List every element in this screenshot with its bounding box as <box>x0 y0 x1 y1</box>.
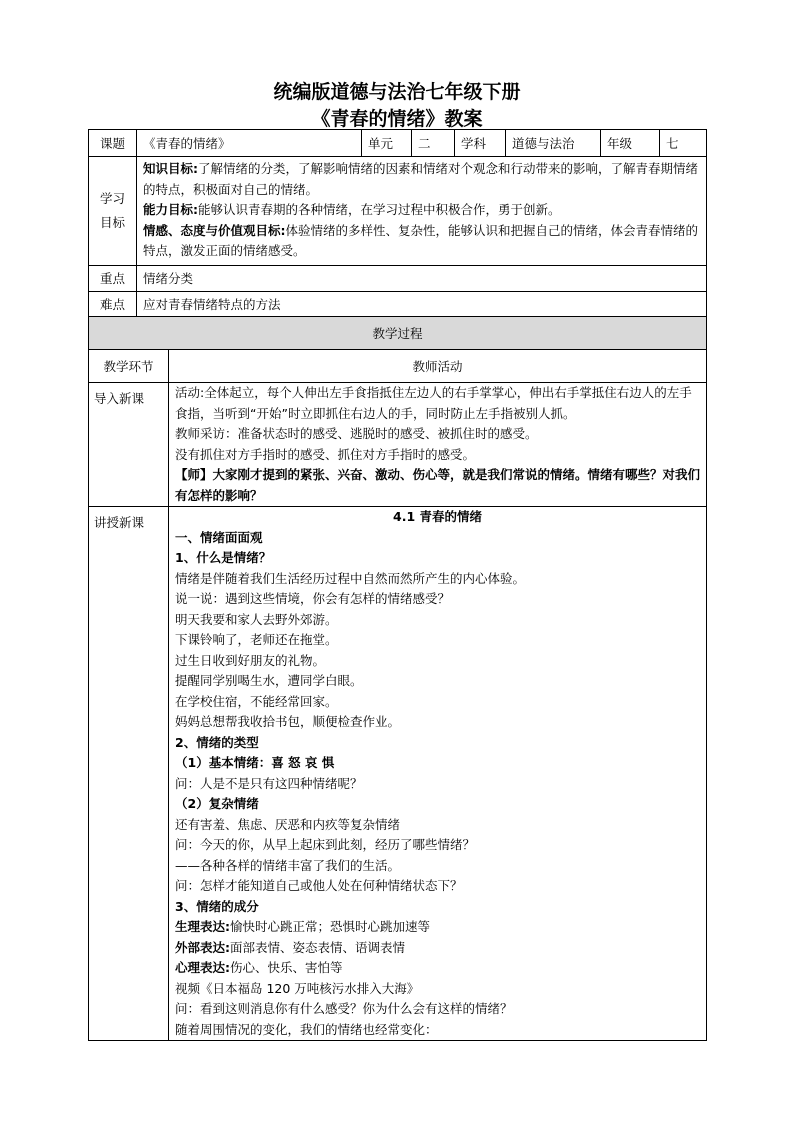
psych-label: 心理表达: <box>175 960 230 975</box>
intro-activity <box>169 383 707 507</box>
emotion-goal-label: 情感、态度与价值观目标: <box>143 222 286 238</box>
content-line: ——各种各样的情绪丰富了我们的生活。 <box>175 857 401 873</box>
content-line: 明天我要和家人去野外郊游。 <box>175 611 338 627</box>
content-line: 问：看到这则消息你有什么感受？你为什么会有这样的情绪？ <box>175 1001 513 1016</box>
intro-row <box>89 383 707 507</box>
difficulty-value: 应对青春情绪特点的方法 <box>137 291 707 317</box>
activity-column-header: 教师活动 <box>169 350 707 383</box>
subsection-heading: 3、情绪的成分 <box>175 898 259 914</box>
external-text: 面部表情、姿态表情、语调表情 <box>230 939 406 955</box>
intro-line: 教师采访：准备状态时的感受、逃脱时的感受、被抓住时的感受。 <box>175 426 538 441</box>
grade-label: 年级 <box>601 130 660 157</box>
subject-value: 道德与法治 <box>506 130 601 157</box>
psych-text: 伤心、快乐、害怕等 <box>230 960 343 975</box>
content-line: 问：今天的你，从早上起床到此刻，经历了哪些情绪？ <box>175 837 476 852</box>
course-value: 《青春的情绪》 <box>137 130 362 157</box>
subject-label: 学科 <box>455 130 506 157</box>
external-expression <box>175 938 700 959</box>
content-line: 情绪是伴随着我们生活经历过程中自然而然所产生的内心体验。 <box>175 570 526 586</box>
emotion-goal-text: 体验情绪的多样性、复杂性，能够认识和把握自己的情绪，体会青春情绪的特点，激发正面的情绪感受。 <box>143 222 699 258</box>
grade-value: 七 <box>660 130 707 157</box>
difficulty-row <box>89 291 707 317</box>
teaching-process-table <box>88 316 707 1041</box>
goals-label-line2: 目标 <box>99 214 125 230</box>
difficulty-label: 难点 <box>89 291 137 317</box>
ability-goal-label: 能力目标: <box>143 202 198 217</box>
stage-column-header: 教学环节 <box>89 350 169 383</box>
lecture-activity <box>169 507 707 1041</box>
unit-label: 单元 <box>362 130 412 157</box>
content-line: 说一说：遇到这些情境，你会有怎样的情绪感受？ <box>175 591 451 606</box>
goals-label-line1: 学习 <box>99 190 125 206</box>
key-point-row <box>89 265 707 291</box>
document-subtitle: 《青春的情绪》教案 <box>311 108 483 130</box>
content-line: 过生日收到好朋友的礼物。 <box>175 652 326 668</box>
physio-label: 生理表达: <box>175 919 230 934</box>
key-point-label: 重点 <box>89 265 137 291</box>
ability-goal-text: 能够认识青春期的各种情绪，在学习过程中积极合作，勇于创新。 <box>198 202 561 217</box>
complex-emotions-heading: （2）复杂情绪 <box>175 796 259 811</box>
knowledge-goal-text: 了解情绪的分类，了解影响情绪的因素和情绪对个观念和行动带来的影响，了解青春期情绪的特点，积极面对自己的情绪。 <box>143 161 699 197</box>
process-header-row <box>89 317 707 350</box>
column-header-row <box>89 350 707 383</box>
psych-expression <box>175 958 700 979</box>
intro-stage: 导入新课 <box>89 383 169 507</box>
content-line: 视频《日本福岛 120 万吨核污水排入大海》 <box>175 980 420 996</box>
knowledge-goal <box>143 159 701 200</box>
content-line: 在学校住宿，不能经常回家。 <box>175 693 338 709</box>
ability-goal <box>143 200 701 221</box>
process-header: 教学过程 <box>89 317 707 350</box>
external-label: 外部表达: <box>175 939 230 955</box>
teacher-lead: 【师】大家刚才提到的紧张、兴奋、激动、伤心等，就是我们常说的情绪。情绪有哪些？对我们有怎样的影响？ <box>175 467 701 503</box>
course-label: 课题 <box>89 130 137 157</box>
knowledge-goal-label: 知识目标: <box>143 161 198 176</box>
goals-content <box>137 157 707 266</box>
intro-line: 没有抓住对方手指时的感受、抓住对方手指时的感受。 <box>175 446 476 462</box>
goals-row <box>89 157 707 266</box>
content-line: 问：怎样才能知道自己或他人处在何种情绪状态下？ <box>175 878 463 893</box>
key-point-value: 情绪分类 <box>137 265 707 291</box>
unit-value: 二 <box>412 130 455 157</box>
physio-text: 愉快时心跳正常；恐惧时心跳加速等 <box>230 919 431 934</box>
document-title: 统编版道德与法治七年级下册 <box>273 81 521 103</box>
physio-expression <box>175 917 700 938</box>
lesson-info-table <box>88 129 707 318</box>
intro-line: 活动:全体起立，每个人伸出左手食指抵住左边人的右手掌掌心，伸出右手掌抵住右边人的左手食指，当听到“开始”时立即抓住右边人的手，同时防止左手指被别人抓。 <box>175 385 692 421</box>
lesson-title: 4.1 青春的情绪 <box>393 509 482 524</box>
section-heading: 一、情绪面面观 <box>175 529 263 545</box>
subsection-heading: 2、情绪的类型 <box>175 734 259 750</box>
lecture-row <box>89 507 707 1041</box>
info-row <box>89 130 707 157</box>
lecture-stage: 讲授新课 <box>89 507 169 1041</box>
content-line: 随着周围情况的变化，我们的情绪也经常变化： <box>175 1021 438 1037</box>
content-line: 还有害羞、焦虑、厌恶和内疚等复杂情绪 <box>175 816 401 832</box>
content-line: 妈妈总想帮我收拾书包，顺便检查作业。 <box>175 714 401 729</box>
emotion-goal <box>143 221 701 262</box>
content-line: 问：人是不是只有这四种情绪呢？ <box>175 775 363 791</box>
goals-label <box>89 157 137 266</box>
subsection-heading: 1、什么是情绪？ <box>175 550 272 565</box>
content-line: 提醒同学别喝生水，遭同学白眼。 <box>175 673 363 688</box>
basic-emotions-heading: （1）基本情绪：喜 怒 哀 惧 <box>175 755 335 770</box>
content-line: 下课铃响了，老师还在拖堂。 <box>175 632 338 647</box>
